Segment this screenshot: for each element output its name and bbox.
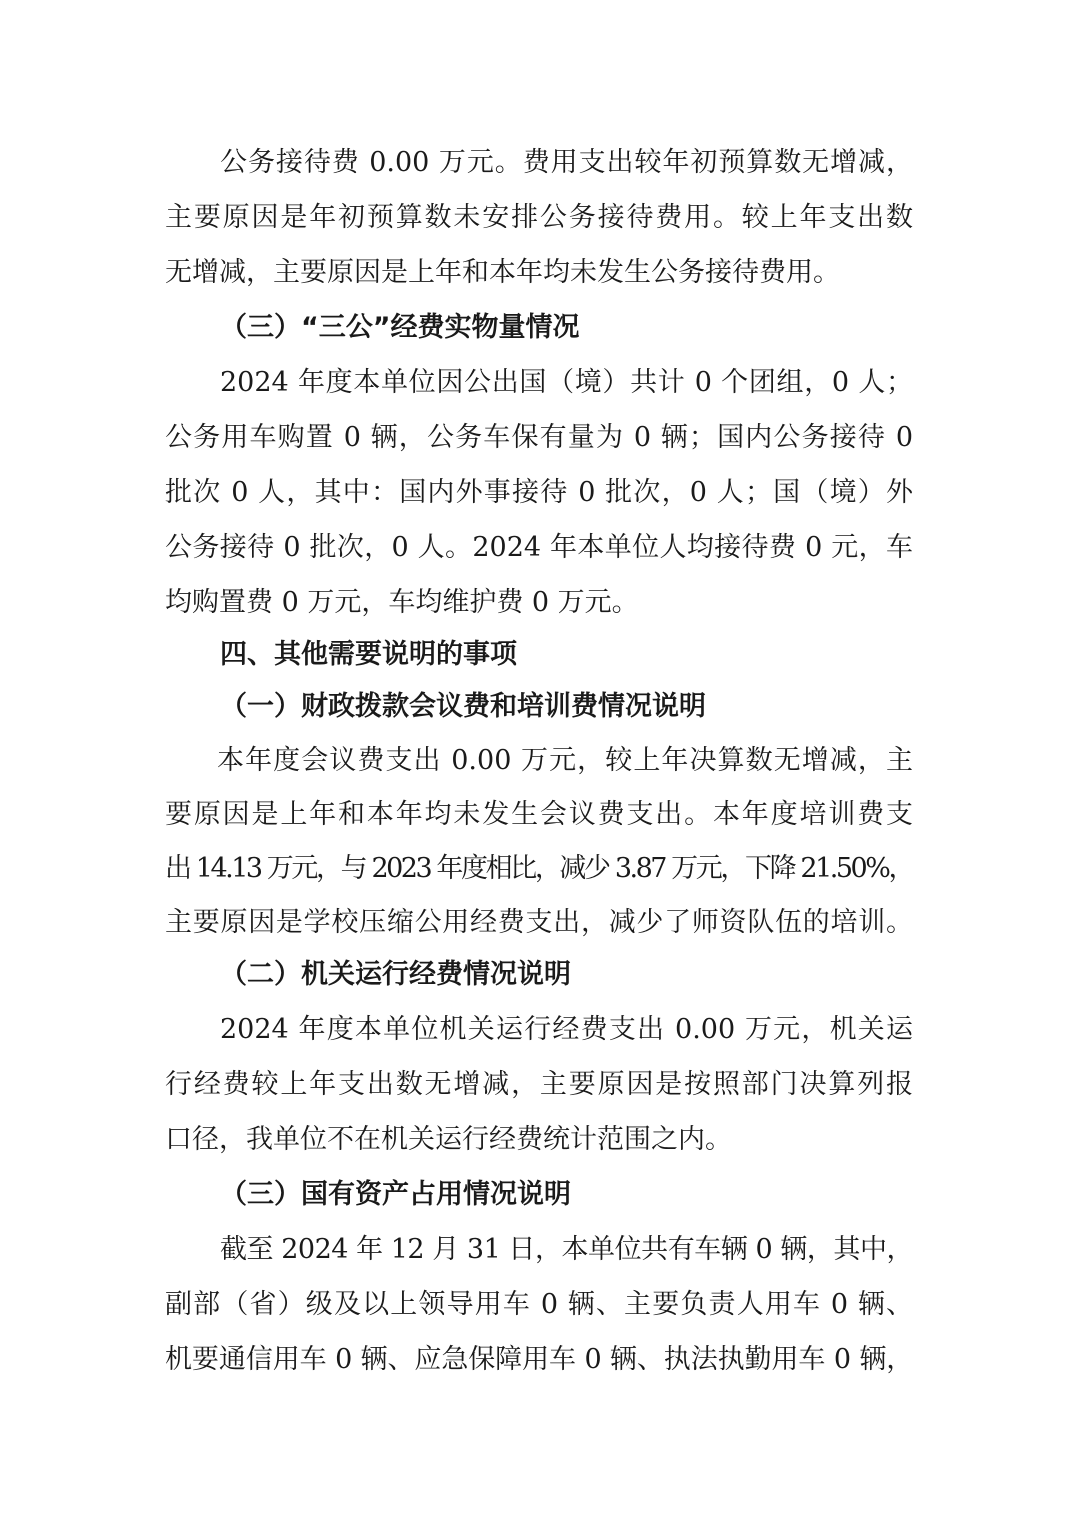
paragraph-line: 批次 0 人，其中：国内外事接待 0 批次，0 人；国（境）外: [165, 477, 913, 508]
section-heading: （二）机关运行经费情况说明: [220, 959, 571, 990]
paragraph-line: 公务接待 0 批次，0 人。2024 年本单位人均接待费 0 元，车: [165, 532, 913, 563]
paragraph-line: 公务用车购置 0 辆，公务车保有量为 0 辆；国内公务接待 0: [165, 422, 913, 453]
paragraph-line: 无增减，主要原因是上年和本年均未发生公务接待费用。: [165, 257, 840, 288]
paragraph-line: 主要原因是学校压缩公用经费支出，减少了师资队伍的培训。: [165, 907, 913, 938]
section-heading: （一）财政拨款会议费和培训费情况说明: [220, 691, 706, 722]
paragraph-line: 机要通信用车 0 辆、应急保障用车 0 辆、执法执勤用车 0 辆，: [165, 1344, 913, 1375]
paragraph-line: 均购置费 0 万元，车均维护费 0 万元。: [165, 587, 639, 618]
paragraph-line: 副部（省）级及以上领导用车 0 辆、主要负责人用车 0 辆、: [165, 1289, 913, 1320]
paragraph-line: 2024 年度本单位机关运行经费支出 0.00 万元，机关运: [220, 1014, 913, 1045]
paragraph-line: 截至 2024 年 12 月 31 日，本单位共有车辆 0 辆，其中，: [220, 1234, 913, 1265]
paragraph-line: 本年度会议费支出 0.00 万元，较上年决算数无增减，主: [217, 745, 913, 776]
paragraph-line: 2024 年度本单位因公出国（境）共计 0 个团组，0 人；: [220, 367, 913, 398]
paragraph-line: 要原因是上年和本年均未发生会议费支出。本年度培训费支: [165, 799, 913, 830]
section-heading: （三）“三公”经费实物量情况: [220, 312, 580, 343]
paragraph-line: 口径，我单位不在机关运行经费统计范围之内。: [165, 1124, 732, 1155]
section-heading: （三）国有资产占用情况说明: [220, 1179, 571, 1210]
paragraph-line: 行经费较上年支出数无增减，主要原因是按照部门决算列报: [165, 1069, 913, 1100]
chapter-heading: 四、其他需要说明的事项: [220, 639, 517, 670]
paragraph-line: 主要原因是年初预算数未安排公务接待费用。较上年支出数: [165, 202, 913, 233]
paragraph-line: 出 14.13 万元，与 2023 年度相比，减少 3.87 万元，下降 21.50%，: [165, 853, 913, 884]
paragraph-line: 公务接待费 0.00 万元。费用支出较年初预算数无增减，: [220, 147, 913, 178]
